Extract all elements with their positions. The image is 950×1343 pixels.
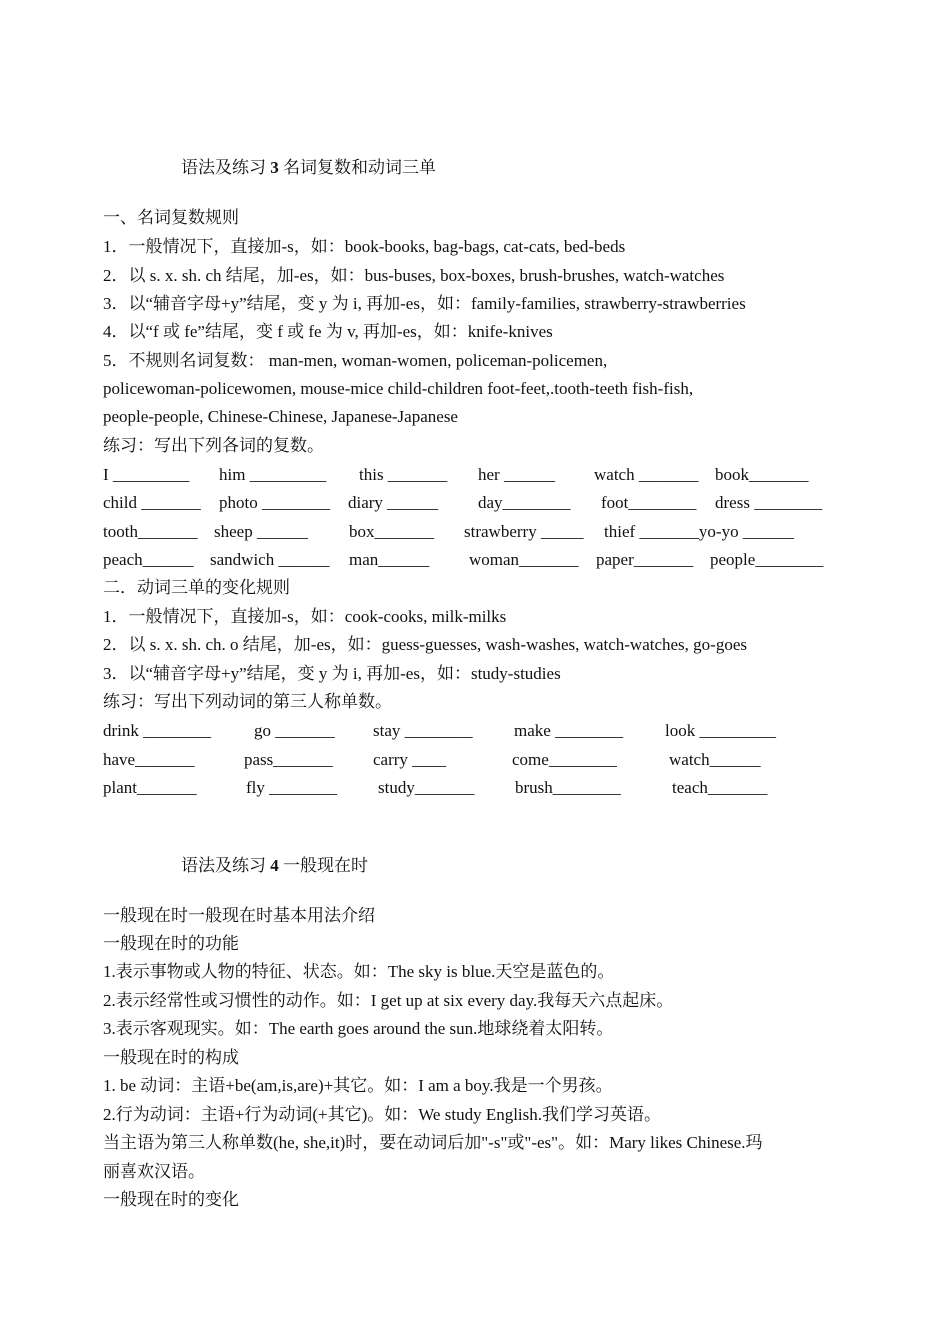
body-line: 2.行为动词：主语+行为动词(+其它)。如：We study English.我们学习英语。 <box>103 1105 662 1124</box>
exercise-item: study_______ <box>378 778 475 797</box>
title-number: 4 <box>270 856 279 875</box>
rule-line: policewoman-policewomen, mouse-mice child-children foot-feet,.tooth-teeth fish-fish, <box>103 379 694 398</box>
exercise-item: foot________ <box>601 493 697 512</box>
body-line: 2.表示经常性或习惯性的动作。如：I get up at six every day.我每天六点起床。 <box>103 991 674 1010</box>
rule-line: 4．以“f 或 fe”结尾，变 f 或 fe 为 v, 再加-es，如：knife-knives <box>103 322 553 341</box>
verb-exercise-row <box>103 750 863 770</box>
heading-verb-rules: 二．动词三单的变化规则 <box>103 578 290 597</box>
exercise-item: book_______ <box>715 465 809 484</box>
exercise-item: tooth_______ <box>103 522 198 541</box>
body-line: 1.表示事物或人物的特征、状态。如：The sky is blue.天空是蓝色的。 <box>103 962 615 981</box>
verb-rule-line: 3．以“辅音字母+y”结尾，变 y 为 i, 再加-es，如：study-studies <box>103 664 561 683</box>
exercise-item: man______ <box>349 550 430 569</box>
title-text: 名词复数和动词三单 <box>283 158 436 177</box>
practice-instruction: 练习：写出下列各词的复数。 <box>103 436 324 455</box>
practice-instruction: 练习：写出下列动词的第三人称单数。 <box>103 692 392 711</box>
exercise-item: have_______ <box>103 750 195 769</box>
exercise-item: photo ________ <box>219 493 330 512</box>
exercise-item: carry ____ <box>373 750 447 769</box>
noun-exercise-row <box>103 522 863 542</box>
exercise-item: make ________ <box>514 721 624 740</box>
exercise-item: watch _______ <box>594 465 699 484</box>
exercise-item: thief _______yo-yo ______ <box>604 522 794 541</box>
exercise-item: dress ________ <box>715 493 823 512</box>
title-text: 一般现在时 <box>283 856 368 875</box>
body-line: 一般现在时一般现在时基本用法介绍 <box>103 906 375 925</box>
noun-exercise-row <box>103 550 863 570</box>
exercise-item: teach_______ <box>672 778 768 797</box>
verb-exercise-row <box>103 778 863 798</box>
heading-noun-plural-rules: 一、名词复数规则 <box>103 208 239 227</box>
verb-exercise-row <box>103 721 863 741</box>
body-line: 一般现在时的功能 <box>103 934 239 953</box>
title-number: 3 <box>270 158 279 177</box>
exercise-item: strawberry _____ <box>464 522 584 541</box>
rule-line: 1．一般情况下，直接加-s，如：book-books, bag-bags, cat-cats, bed-beds <box>103 237 626 256</box>
exercise-item: day________ <box>478 493 571 512</box>
verb-rule-line: 1．一般情况下，直接加-s，如：cook-cooks, milk-milks <box>103 607 507 626</box>
body-line: 3.表示客观现实。如：The earth goes around the sun.地球绕着太阳转。 <box>103 1019 614 1038</box>
exercise-item: peach______ <box>103 550 194 569</box>
exercise-item: watch______ <box>669 750 761 769</box>
exercise-item: brush________ <box>515 778 621 797</box>
body-line: 当主语为第三人称单数(he, she,it)时，要在动词后加"-s"或"-es"。如：Mary likes Chinese.玛 <box>103 1133 763 1152</box>
exercise-item: go _______ <box>254 721 335 740</box>
section-4-title <box>181 856 368 876</box>
noun-exercise-row <box>103 465 863 485</box>
exercise-item: him _________ <box>219 465 327 484</box>
body-line: 一般现在时的变化 <box>103 1190 239 1209</box>
exercise-item: look _________ <box>665 721 776 740</box>
title-prefix: 语法及练习 <box>181 158 266 177</box>
exercise-item: stay ________ <box>373 721 473 740</box>
exercise-item: diary ______ <box>348 493 439 512</box>
noun-exercise-row <box>103 493 863 513</box>
verb-rule-line: 2．以 s. x. sh. ch. o 结尾，加-es，如：guess-guesses, wash-washes, watch-watches, go-goes <box>103 635 747 654</box>
body-line: 一般现在时的构成 <box>103 1048 239 1067</box>
exercise-item: fly ________ <box>246 778 338 797</box>
rule-line: 5．不规则名词复数： man-men, woman-women, policeman-policemen, <box>103 351 608 370</box>
section-3-title <box>181 158 436 178</box>
rule-line: 3．以“辅音字母+y”结尾，变 y 为 i, 再加-es，如：family-families, strawberry-strawberries <box>103 294 746 313</box>
body-line: 1. be 动词：主语+be(am,is,are)+其它。如：I am a boy.我是一个男孩。 <box>103 1076 613 1095</box>
exercise-item: come________ <box>512 750 617 769</box>
exercise-item: box_______ <box>349 522 434 541</box>
exercise-item: pass_______ <box>244 750 333 769</box>
body-line: 丽喜欢汉语。 <box>103 1162 205 1181</box>
exercise-item: drink ________ <box>103 721 212 740</box>
exercise-item: paper_______ <box>596 550 694 569</box>
exercise-item: child _______ <box>103 493 201 512</box>
rule-line: 2．以 s. x. sh. ch 结尾，加-es，如：bus-buses, box-boxes, brush-brushes, watch-watches <box>103 266 725 285</box>
exercise-item: sheep ______ <box>214 522 308 541</box>
title-prefix: 语法及练习 <box>181 856 266 875</box>
exercise-item: plant_______ <box>103 778 197 797</box>
exercise-item: people________ <box>710 550 824 569</box>
exercise-item: woman_______ <box>469 550 579 569</box>
rule-line: people-people, Chinese-Chinese, Japanese-Japanese <box>103 407 458 426</box>
exercise-item: I _________ <box>103 465 190 484</box>
exercise-item: this _______ <box>359 465 448 484</box>
exercise-item: her ______ <box>478 465 555 484</box>
exercise-item: sandwich ______ <box>210 550 330 569</box>
